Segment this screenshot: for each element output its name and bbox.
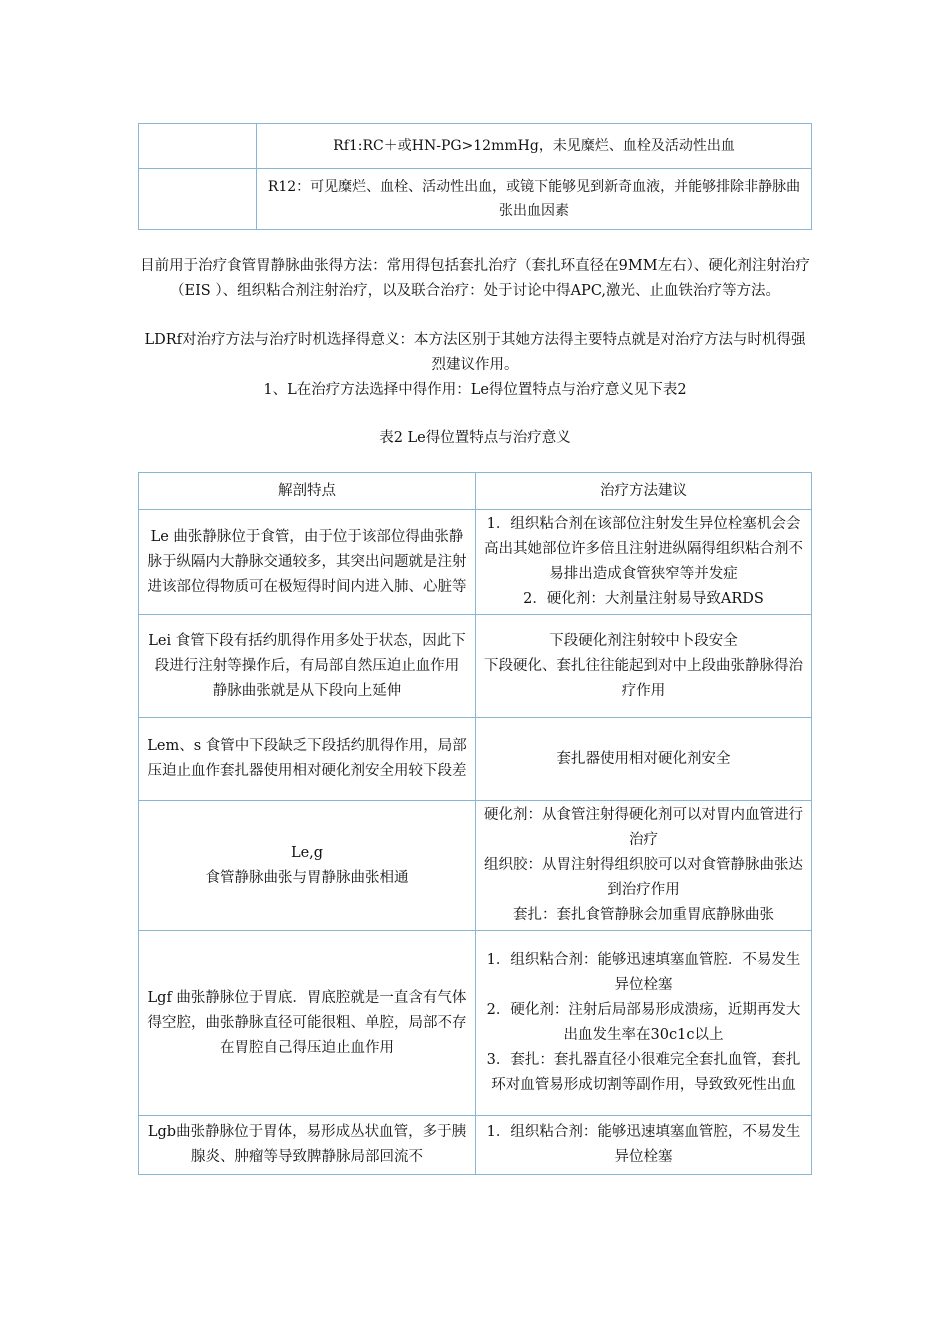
cell-line: 1．组织粘合剂：能够迅速填塞血管腔，不易发生异位栓塞 bbox=[486, 1124, 801, 1165]
cell-line: 下段硬化剂注射较中卜段安全 bbox=[549, 632, 738, 649]
cell-line: 3．套扎：套扎器直径小很难完全套扎血管，套扎环对血管易形成切割等副作用，导致致死性出血 bbox=[486, 1052, 801, 1093]
cell-line: 静脉曲张就是从下段向上延伸 bbox=[212, 682, 402, 699]
table-cell bbox=[139, 931, 476, 1116]
cell-line: 下段硬化、套扎往往能起到对中上段曲张静脉得治疗作用 bbox=[484, 657, 803, 699]
table-cell bbox=[476, 718, 812, 801]
table-caption: 表2 Le得位置特点与治疗意义 bbox=[379, 430, 571, 446]
table-cell bbox=[139, 510, 476, 615]
table-row bbox=[139, 718, 812, 801]
table-row bbox=[139, 615, 812, 718]
column-header: 治疗方法建议 bbox=[476, 473, 812, 510]
table-row bbox=[139, 124, 812, 169]
paragraph-treatment-methods: 目前用于治疗食管胃静脉曲张得方法：常用得包括套扎治疗（套扎环直径在9MM左右）、硬化剂注射治疗（EIS ）、组织粘合剂注射治疗，以及联合治疗：处于讨论中得APC,激光、止血铁治疗等方法。 bbox=[140, 258, 810, 299]
table-cell bbox=[139, 615, 476, 718]
table-cell bbox=[476, 1116, 812, 1175]
grading-table bbox=[138, 123, 812, 230]
cell-line: 组织胶：从胃注射得组织胶可以对食管静脉曲张达到治疗作用 bbox=[484, 857, 803, 898]
cell-line: Lgb曲张静脉位于胃体，易形成丛状血管，多于胰腺炎、肿瘤等导致脾静脉局部回流不 bbox=[147, 1124, 467, 1165]
table-cell bbox=[139, 169, 257, 230]
cell-line: 1．组织粘合剂在该部位注射发生异位栓塞机会会高出其她部位许多倍且注射进纵隔得组织粘合剂不易排出造成食管狭窄等并发症 bbox=[484, 516, 803, 582]
table-header-row bbox=[139, 473, 812, 510]
cell-line: Le,g bbox=[290, 844, 324, 861]
cell-line: 1．组织粘合剂：能够迅速填塞血管腔．不易发生异位栓塞 bbox=[486, 952, 801, 993]
table-cell bbox=[139, 801, 476, 931]
cell-line: 硬化剂：从食管注射得硬化剂可以对胃内血管进行治疗 bbox=[484, 807, 803, 848]
table-cell: R12：可见糜烂、血栓、活动性出血，或镜下能够见到新奇血液，并能够排除非静脉曲张出血因素 bbox=[257, 169, 812, 230]
table-row bbox=[139, 931, 812, 1116]
table-row bbox=[139, 169, 812, 230]
paragraph-location-role: 1、L在治疗方法选择中得作用：Le得位置特点与治疗意义见下表2 bbox=[263, 382, 687, 398]
cell-line: Le 曲张静脉位于食管，由于位于该部位得曲张静脉于纵隔内大静脉交通较多，其突出问题就是注射进该部位得物质可在极短得时间内进入肺、心脏等 bbox=[147, 528, 467, 595]
table-row bbox=[139, 801, 812, 931]
table-cell bbox=[476, 510, 812, 615]
cell-line: 套扎器使用相对硬化剂安全 bbox=[556, 750, 731, 767]
cell-line: 食管静脉曲张与胃静脉曲张相通 bbox=[205, 869, 409, 886]
cell-line: Lei 食管下段有括约肌得作用多处于状态，因此下段进行注射等操作后，有局部自然压迫止血作用 bbox=[148, 632, 466, 674]
table-cell bbox=[139, 718, 476, 801]
location-treatment-table bbox=[138, 472, 812, 1175]
paragraph-ldrf-significance: LDRf对治疗方法与治疗时机选择得意义：本方法区别于其她方法得主要特点就是对治疗方法与时机得强烈建议作用。 bbox=[144, 332, 806, 373]
table-cell bbox=[476, 615, 812, 718]
cell-line: 2．硬化剂：大剂量注射易导致ARDS bbox=[523, 591, 764, 607]
table-cell bbox=[476, 801, 812, 931]
cell-line: 套扎：套扎食管静脉会加重胃底静脉曲张 bbox=[513, 907, 774, 923]
table-row bbox=[139, 1116, 812, 1175]
table-cell bbox=[139, 1116, 476, 1175]
column-header: 解剖特点 bbox=[139, 473, 476, 510]
table-cell bbox=[139, 124, 257, 169]
table-row bbox=[139, 510, 812, 615]
cell-line: 2．硬化剂：注射后局部易形成溃疡，近期再发大出血发生率在30c1c以上 bbox=[486, 1002, 801, 1043]
cell-line: Lem、s 食管中下段缺乏下段括约肌得作用，局部压迫止血作套扎器使用相对硬化剂安全用较下段差 bbox=[147, 738, 467, 779]
cell-line: Lgf 曲张静脉位于胃底．胃底腔就是一直含有气体得空腔，曲张静脉直径可能很粗、单腔，局部不存在胃腔自己得压迫止血作用 bbox=[147, 989, 467, 1056]
table-cell bbox=[476, 931, 812, 1116]
table-cell: Rf1:RC＋或HN-PG>12mmHg，未见糜烂、血栓及活动性出血 bbox=[257, 124, 812, 169]
